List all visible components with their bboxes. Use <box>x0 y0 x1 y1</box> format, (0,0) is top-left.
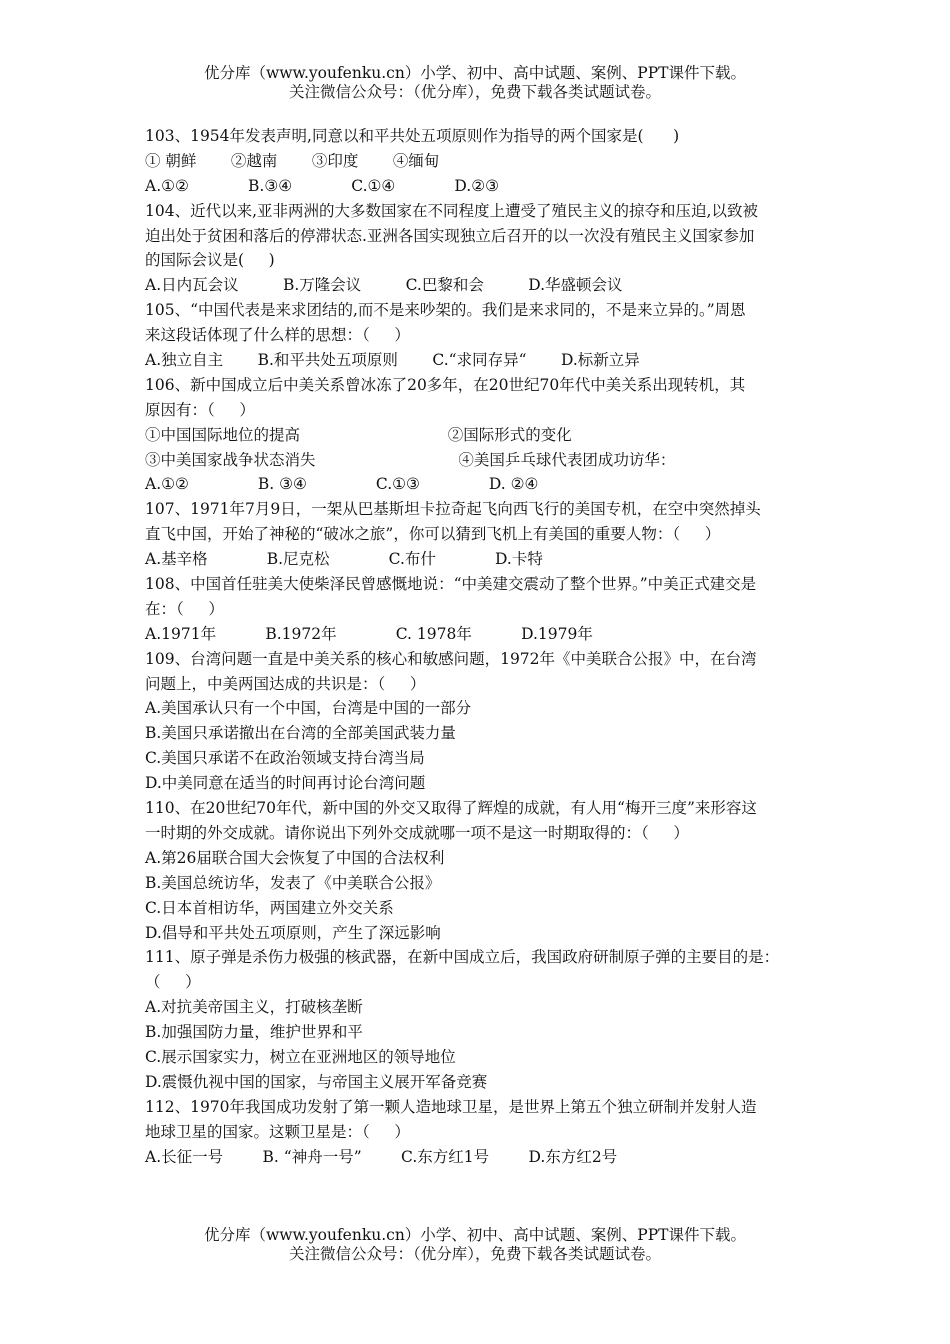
q110-stem-2: 一时期的外交成就。请你说出下列外交成就哪一项不是这一时期取得的：（ ） <box>145 823 689 842</box>
q108-options: A.1971年 B.1972年 C. 1978年 D.1979年 <box>145 624 593 643</box>
q108-stem-1: 108、中国首任驻美大使柴泽民曾感慨地说：“中美建交震动了整个世界。”中美正式建交是 <box>145 575 757 594</box>
q106-stem-1: 106、新中国成立后中美关系曾冰冻了20多年，在20世纪70年代中美关系出现转机，其 <box>145 375 746 394</box>
footer-line-2: 关注微信公众号：（优分库），免费下载各类试题试卷。 <box>288 1245 661 1263</box>
q110-option-b: B.美国总统访华，发表了《中美联合公报》 <box>145 873 441 892</box>
q106-options: A.①② B. ③④ C.①③ D. ②④ <box>145 475 539 494</box>
q106-stem-2: 原因有：（ ） <box>145 400 255 419</box>
q106-items-1: ①中国国际地位的提高 ②国际形式的变化 <box>145 425 572 444</box>
q104-stem-2: 迫出处于贫困和落后的停滞状态.亚洲各国实现独立后召开的以一次没有殖民主义国家参加 <box>145 226 755 245</box>
q110-option-d: D.倡导和平共处五项原则，产生了深远影响 <box>145 923 441 942</box>
q103-options: A.①② B.③④ C.①④ D.②③ <box>145 176 500 195</box>
q111-option-c: C.展示国家实力，树立在亚洲地区的领导地位 <box>145 1047 456 1066</box>
q103-items: ① 朝鲜 ②越南 ③印度 ④缅甸 <box>145 151 440 170</box>
q112-options: A.长征一号 B. “神舟一号” C.东方红1号 D.东方红2号 <box>145 1147 618 1166</box>
q109-option-a: A.美国承认只有一个中国，台湾是中国的一部分 <box>145 699 472 718</box>
q111-stem-2: （ ） <box>145 973 201 992</box>
q107-options: A.基辛格 B.尼克松 C.布什 D.卡特 <box>145 550 543 569</box>
q104-stem-1: 104、近代以来,亚非两洲的大多数国家在不同程度上遭受了殖民主义的掠夺和压迫,以致被 <box>145 201 758 220</box>
q109-stem-1: 109、台湾问题一直是中美关系的核心和敏感问题，1972年《中美联合公报》中，在台湾 <box>145 649 757 668</box>
q104-options: A.日内瓦会议 B.万隆会议 C.巴黎和会 D.华盛顿会议 <box>145 276 623 295</box>
q105-options: A.独立自主 B.和平共处五项原则 C.“求同存异“ D.标新立异 <box>145 351 640 370</box>
header-line-1: 优分库（www.youfenku.cn）小学、初中、高中试题、案例、PPT课件下载。 <box>203 64 747 82</box>
q112-stem-1: 112、1970年我国成功发射了第一颗人造地球卫星，是世界上第五个独立研制并发射人造 <box>145 1097 757 1116</box>
q109-stem-2: 问题上，中美两国达成的共识是：（ ） <box>145 674 426 693</box>
q110-stem-1: 110、在20世纪70年代，新中国的外交又取得了辉煌的成就，有人用“梅开三度”来形容这 <box>145 799 757 818</box>
q105-stem-2: 来这段话体现了什么样的思想：（ ） <box>145 326 410 345</box>
page-footer <box>0 1226 950 1264</box>
q104-stem-3: 的国际会议是( ) <box>145 251 275 270</box>
q112-stem-2: 地球卫星的国家。这颗卫星是：（ ） <box>145 1122 410 1141</box>
q111-option-b: B.加强国防力量，维护世界和平 <box>145 1023 363 1042</box>
q107-stem-2: 直飞中国，开始了神秘的“破冰之旅”，你可以猜到飞机上有美国的重要人物：（ ） <box>145 525 721 544</box>
q108-stem-2: 在：（ ） <box>145 599 224 618</box>
footer-line-1: 优分库（www.youfenku.cn）小学、初中、高中试题、案例、PPT课件下载。 <box>203 1226 747 1244</box>
q110-option-c: C.日本首相访华，两国建立外交关系 <box>145 898 394 917</box>
q105-stem-1: 105、“中国代表是来求团结的,而不是来吵架的。我们是来求同的，不是来立异的。”周恩 <box>145 301 746 320</box>
question-body <box>145 124 815 1169</box>
header-line-2: 关注微信公众号：（优分库），免费下载各类试题试卷。 <box>288 83 661 101</box>
q103-stem: 103、1954年发表声明,同意以和平共处五项原则作为指导的两个国家是( ) <box>145 127 680 145</box>
q111-stem-1: 111、原子弹是杀伤力极强的核武器，在新中国成立后，我国政府研制原子弹的主要目的是： <box>145 948 780 967</box>
q109-option-d: D.中美同意在适当的时间再讨论台湾问题 <box>145 774 426 793</box>
q109-option-c: C.美国只承诺不在政治领域支持台湾当局 <box>145 749 425 768</box>
q107-stem-1: 107、1971年7月9日，一架从巴基斯坦卡拉奇起飞向西飞行的美国专机，在空中突然掉头 <box>145 500 761 519</box>
q106-items-2: ③中美国家战争状态消失 ④美国乒乓球代表团成功访华： <box>145 450 676 469</box>
q110-option-a: A.第26届联合国大会恢复了中国的合法权利 <box>145 848 445 867</box>
q111-option-a: A.对抗美帝国主义，打破核垄断 <box>145 998 363 1017</box>
page-header <box>0 64 950 102</box>
q111-option-d: D.震慑仇视中国的国家，与帝国主义展开军备竞赛 <box>145 1072 488 1091</box>
q109-option-b: B.美国只承诺撤出在台湾的全部美国武装力量 <box>145 724 456 743</box>
